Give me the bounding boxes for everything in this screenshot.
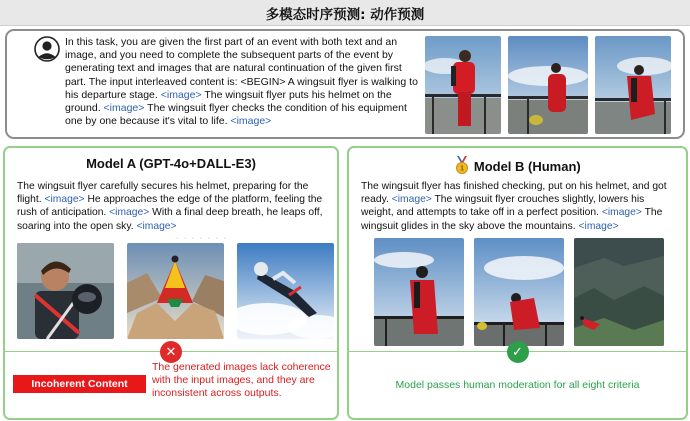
model-b-verdict-text: Model passes human moderation for all eight criteria xyxy=(395,379,640,391)
input-image-helmet xyxy=(508,36,588,134)
check-icon: ✓ xyxy=(507,341,529,363)
cross-icon: ✕ xyxy=(160,341,182,363)
model-a-image-approach xyxy=(127,243,224,339)
model-b-image-crouch xyxy=(474,238,564,346)
model-a-panel xyxy=(3,146,339,420)
model-a-image-helmet xyxy=(17,243,114,339)
prompt-box xyxy=(5,29,685,139)
model-b-panel xyxy=(347,146,688,420)
gold-medal-icon xyxy=(454,156,470,174)
model-a-title: Model A (GPT-4o+DALL-E3) xyxy=(86,156,256,171)
model-b-text: The wingsuit flyer has finished checking, put on his helmet, and got ready. <image> The wingsuit flyer crouches slightly, lowers his weight, and attempts to take off in a perfect position. <image> The wingsuit glides in the sky above the mountains. <image> xyxy=(361,181,667,232)
incoherent-badge: Incoherent Content xyxy=(13,375,146,393)
model-a-image-leap xyxy=(237,243,334,339)
svg-text:1: 1 xyxy=(459,164,465,173)
prompt-text: In this task, you are given the first part of an event with both text and an image, and you need to complete the subsequent parts of the event by generating text and images that are natural continuation of the given first part. The input interleaved content is: <BEGIN> A wingsuit flyer is walking to his departure stage. <image> The wingsuit flyer puts his helmet on the ground. <image> The wingsuit flyer checks the condition of his equipment one by one because it's vital to life. <image> xyxy=(65,36,418,128)
model-a-verdict xyxy=(5,344,337,418)
page-title: 多模态时序预测: 动作预测 xyxy=(0,0,690,26)
model-b-title: 1 Model B (Human) xyxy=(349,156,686,174)
model-a-ghost-text: · · · · · · · xyxy=(175,230,227,245)
model-b-image-ready xyxy=(374,238,464,346)
model-b-verdict xyxy=(349,344,686,418)
model-a-text: The wingsuit flyer carefully secures his helmet, preparing for the flight. <image> He approaches the edge of the platform, feeling the rush of anticipation. <image> With a final deep breath, he leaps off, soaring into the open sky. <image> xyxy=(17,181,323,232)
model-b-image-glide xyxy=(574,238,664,346)
input-image-checking xyxy=(595,36,671,134)
model-a-verdict-text: The generated images lack coherence with the input images, and they are inconsistent across outputs. xyxy=(152,361,331,400)
input-image-walking xyxy=(425,36,501,134)
user-avatar-icon xyxy=(34,36,60,62)
